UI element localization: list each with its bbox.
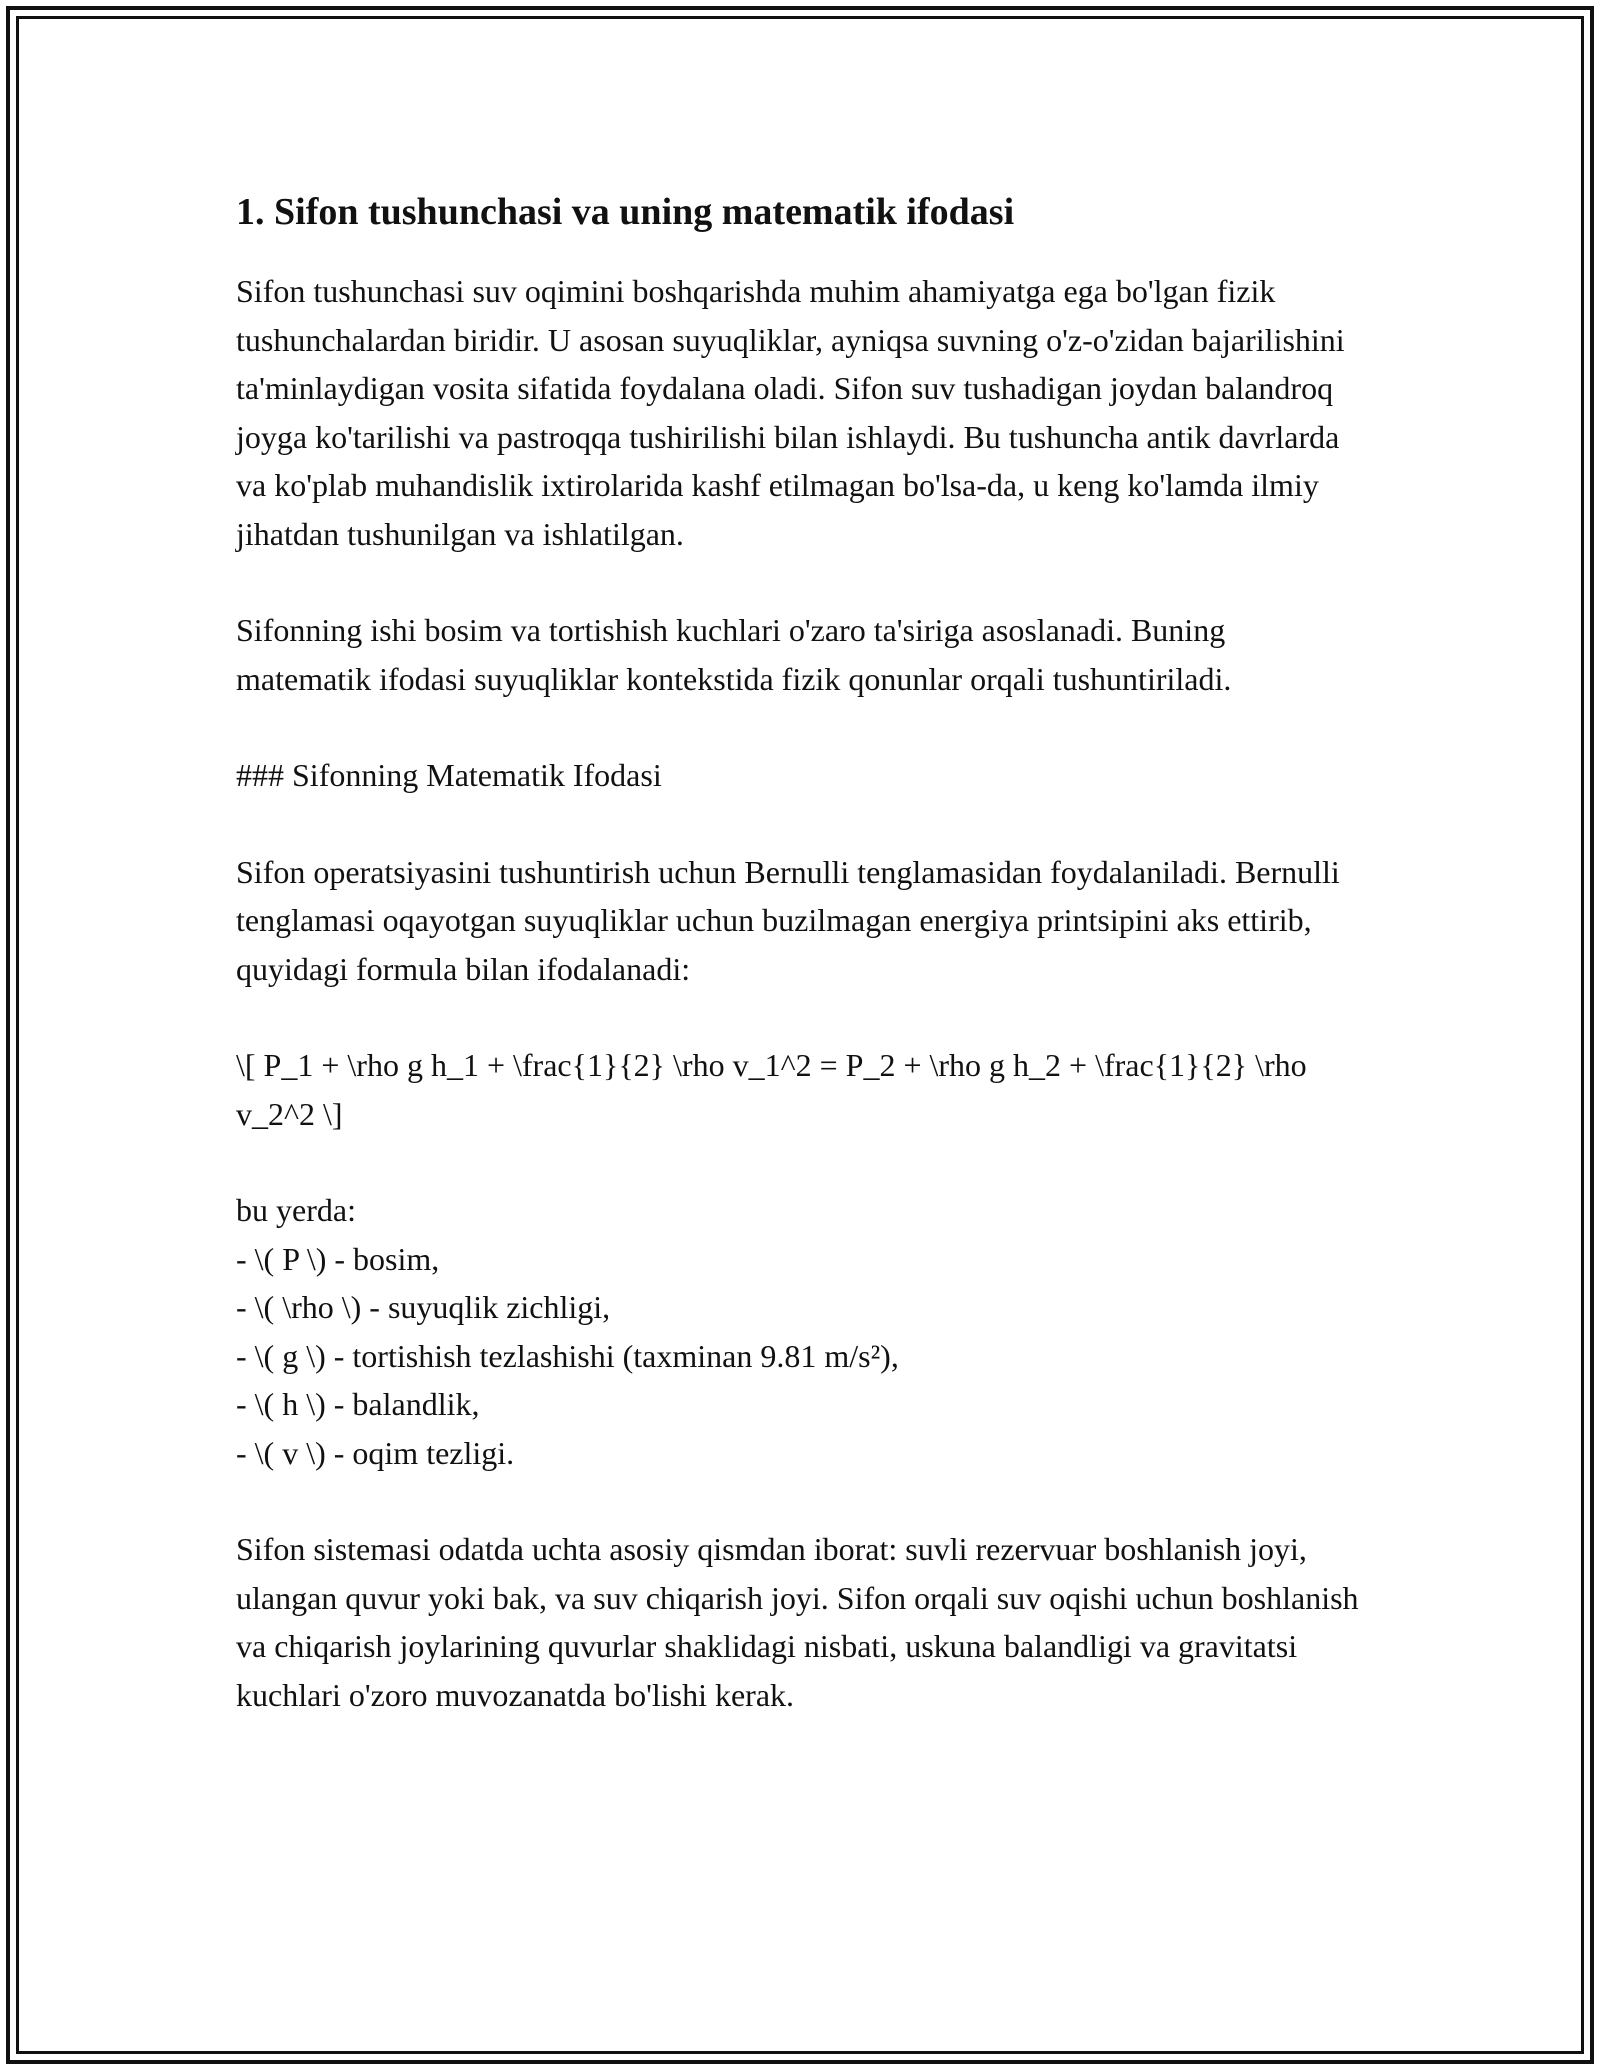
list-item-density: - \( \rho \) - suyuqlik zichligi,	[236, 1289, 611, 1325]
list-item-gravity: - \( g \) - tortishish tezlashishi (taxminan 9.81 m/s²),	[236, 1337, 899, 1374]
intro-paragraph: Sifon tushunchasi suv oqimini boshqarishda muhim ahamiyatga ega bo'lgan fizik tushunchalardan biridir. U asosan suyuqliklar, ayniqsa suvning o'z-o'zidan bajarilishini ta'minlaydigan vosita sifatida foydalana oladi. Sifon suv tushadigan joydan balandroq joyga ko'tarilishi va pastroqqa tushirilishi bilan ishlaydi. Bu tushuncha antik davrlarda va ko'plab muhandislik ixtirolarida kashf etilmagan bo'lsa-da, u keng ko'lamda ilmiy jihatdan tushunilgan va ishlatilgan.	[236, 273, 1345, 552]
siphon-system-paragraph: Sifon sistemasi odatda uchta asosiy qismdan iborat: suvli rezervuar boshlanish joyi, ulangan quvur yoki bak, va suv chiqarish joyi. Sifon orqali suv oqishi uchun boshlanish va chiqarish joylarining quvurlar shaklidagi nisbati, uskuna balandligi va gravitatsi kuchlari o'zoro muvozanatda bo'lishi kerak.	[236, 1531, 1359, 1713]
bernoulli-paragraph: Sifon operatsiyasini tushuntirish uchun Bernulli tenglamasidan foydalaniladi. Bernulli tenglamasi oqayotgan suyuqliklar uchun buzilmagan energiya printsipini aks ettirib, quyidagi formula bilan ifodalanadi:	[236, 853, 1340, 987]
section-heading: 1. Sifon tushunchasi va uning matematik ifodasi	[236, 191, 1015, 233]
pressure-gravity-paragraph: Sifonning ishi bosim va tortishish kuchlari o'zaro ta'siriga asoslanadi. Buning matematik ifodasi suyuqliklar kontekstida fizik qonunlar orqali tushuntiriladi.	[236, 612, 1232, 697]
list-intro: bu yerda:	[236, 1192, 356, 1228]
document-body	[236, 183, 1366, 1767]
bernoulli-formula: \[ P_1 + \rho g h_1 + \frac{1}{2} \rho v_1^2 = P_2 + \rho g h_2 + \frac{1}{2} \rho v_2^2 \]	[236, 1047, 1307, 1132]
subheading: ### Sifonning Matematik Ifodasi	[236, 757, 662, 793]
list-item-height: - \( h \) - balandlik,	[236, 1386, 480, 1422]
variable-definitions	[236, 1186, 1366, 1477]
list-item-velocity: - \( v \) - oqim tezligi.	[236, 1434, 515, 1471]
list-item-pressure: - \( P \) - bosim,	[236, 1240, 440, 1277]
